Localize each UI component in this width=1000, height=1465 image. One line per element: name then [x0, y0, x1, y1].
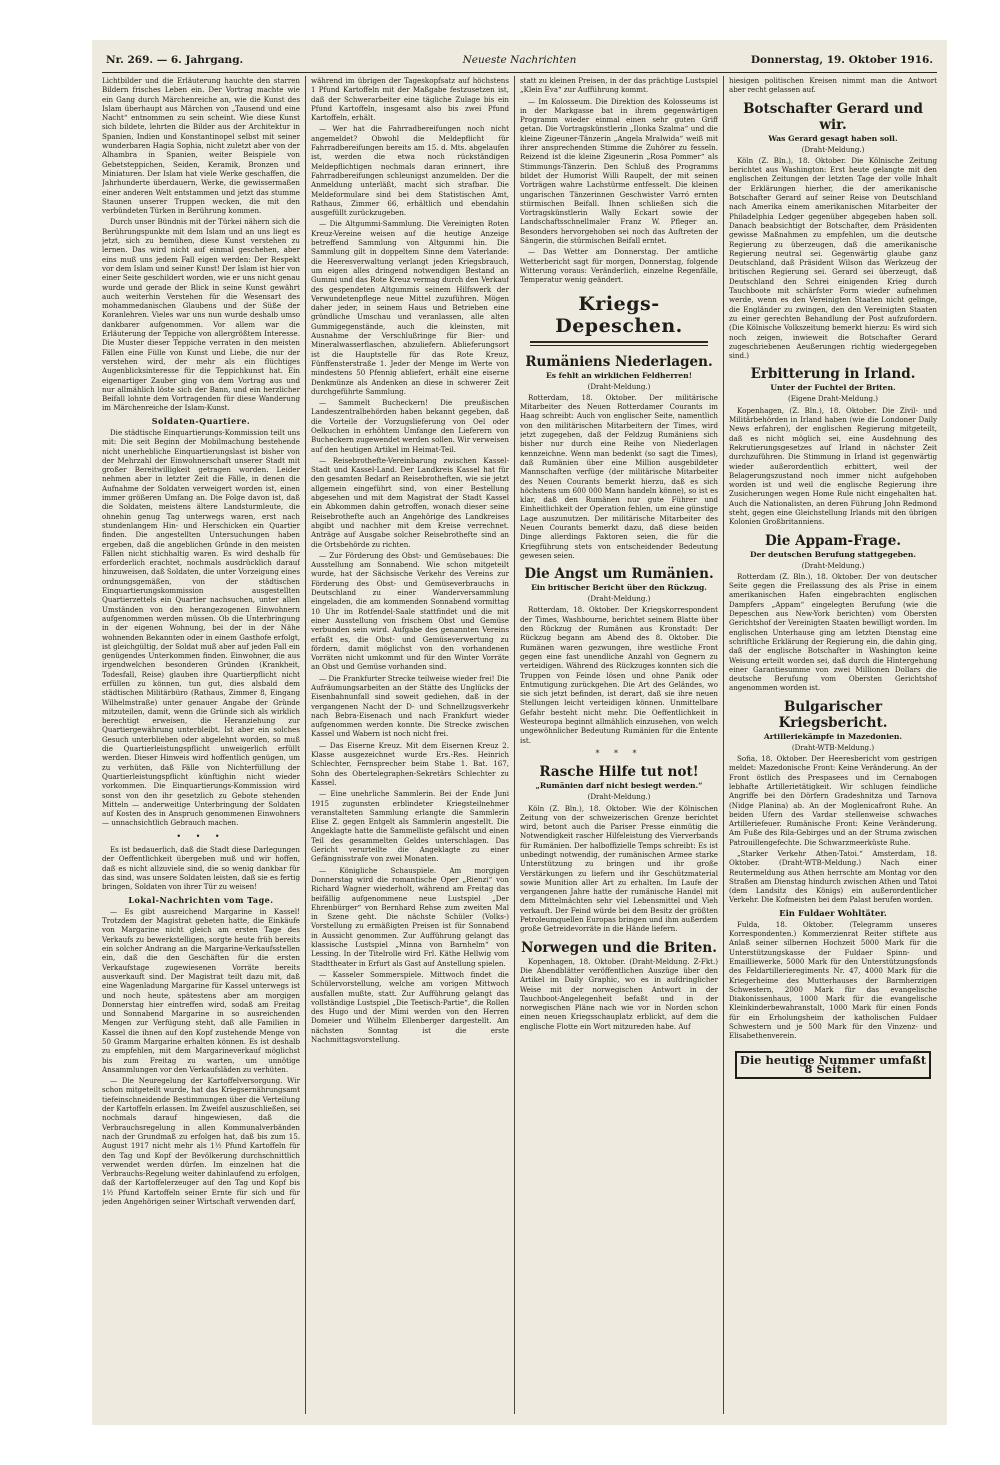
separator-stars: * * *	[595, 748, 643, 758]
article-subheadline: Der deutschen Berufung stattgegeben.	[750, 549, 916, 559]
paragraph: — Zur Förderung des Obst- und Gemüsebaues: Die Ausstellung am Sonnabend. Wie schon mitgeteilt wurde, hat der Sächsische Verkehr des Vereins zur Förderung des Obst- und Gemüseverbrauchs in Deutschland zu einer Wanderversammlung eingeladen, die am kommenden Sonnabend vormittag 10 Uhr im Rotfendel-Saale stattfindet und die mit einer Ausstellung von frischem Obst und Gemüse verbunden sein wird. Aufgabe des genannten Vereins erfaßt es, die Obst- und Gemüseverwertung zu fördern, damit möglichst von den vorhandenen Vorräten nicht umkommt und für den Winter Vorräte an Obst und Gemüse vorhanden sind.	[311, 550, 509, 672]
paragraph: hiesigen politischen Kreisen nimmt man die Antwort aber recht gelassen auf.	[729, 76, 937, 95]
section-title-war-dispatches: Kriegs-Depeschen.	[555, 292, 683, 337]
paragraph: Rotterdam (Z. Bln.), 18. Oktober. Der von deutscher Seite gegen die Freilassung des als Prise in einem amerikanischen Hafen eingebrachten englischen Dampfers „Appam“ eingelegten Berufung (wie die Depeschen aus New-York berichten) vom Obersten Gerichtshof der Vereinigten Staaten bewilligt worden. Im englischen Unterhause ging am letzten Dienstag eine schriftliche Erklärung der Regierung ein, die dahin ging, daß der englische Botschafter in Washington keine Weisung erteilt worden sei, daß durch die Hintergehung einer Garantiesumme von zwei Millionen Dollars die deutsche Berufung vom Obersten Gerichtshof angenommen worden ist.	[729, 571, 937, 693]
column-4	[729, 76, 937, 1416]
paragraph: — Die Neuregelung der Kartoffelversorgung. Wir schon mitgeteilt wurde, hat das Kriegsernährungsamt tiefeinschneidende Bestimmungen über die Verteilung der Kartoffeln erlassen. Im Zweifel auszuschließen, sei nochmals darauf hingewiesen, daß die Verbrauchsregelung in allen Kommunalverbänden nach der Grundmaß zu erfolgen hat, daß bis zum 15. August 1917 nicht mehr als 1½ Pfund Kartoffeln für den Tag und Kopf der Bevölkerung durchschnittlich verwendet werden dürfen. Im einzelnen hat die Verbrauchs-Regelung weiter dahinlaufend zu erfolgen, daß der Kartoffelerzeuger auf den Tag und Kopf bis 1½ Pfund Kartoffeln seiner Ernte für sich und für jeden Angehörigen seiner Wirtschaft verwenden darf,	[102, 1076, 300, 1207]
paragraph: „Starker Verkehr Athen-Tatoi.“ Amsterdam, 18. Oktober. (Draht-WTB-Meldung.) Nach einer Reutermeldung aus Athen herrschte am Montag vor den Straßen am Dienstag hindurch zwischen Athen und Tatoi (dem Landsitz des Königs) ein außerordentlicher Verkehr. Die Kofmeisten bei dem Palast berufen worden.	[729, 849, 937, 905]
article-headline: Norwegen und die Briten.	[521, 939, 717, 956]
paragraph: während im übrigen der Tageskopfsatz auf höchstens 1 Pfund Kartoffeln mit der Maßgabe festzusetzen ist, daß der Schwerarbeiter eine tägliche Zulage bis ein Pfund Kartoffeln, insgesamt also bis zwei Pfund Kartoffeln, erhält.	[311, 76, 509, 123]
article-source: (Draht-Meldung.)	[587, 594, 651, 604]
article-subheadline: Ein britischer Bericht über den Rückzug.	[531, 583, 707, 593]
article-source: (Draht-Meldung.)	[801, 560, 865, 570]
column-3	[520, 76, 718, 1416]
paragraph: Köln (Z. Bln.), 18. Oktober. Die Kölnische Zeitung berichtet aus Washington: Erst heute gelangte mit den englischen Zeitungen der letzten Tage der volle Inhalt der Erklärungen hierher, die der amerikanische Botschafter Gerard auf seiner Reise von Deutschland nach Amerika einem amerikanischen Mitarbeiter der Philadelphia Ledger gegenüber abgegeben haben soll. Danach beabsichtigt der Botschafter, dem Präsidenten gewisse Maßnahmen zu empfehlen, um die deutsche Regierung zu überzeugen, daß die amerikanische Regierung neutral sei. Gegenwärtig glaube ganz Deutschland, daß Präsident Wilson das Werkzeug der britischen Regierung sei. Gerard sei überzeugt, daß Deutschland den Schrei einigenden Krieg durch Tauchboote mit schärfster Form wieder aufnehmen werde, wenn es den Vereinigten Staaten nicht gelinge, die Engländer zu zwingen, den den Vereinigten Staaten zu einer gerechten Behandlung der Post aufzufordern. (Die Kölnische Volkszeitung bemerkt hierzu: Es wird sich noch zeigen, inwieweit die Botschafter Gerard zugeschriebenen Aeußerungen richtig wiedergegeben sind.)	[729, 155, 937, 361]
issue-number: Nr. 269. — 6. Jahrgang.	[106, 54, 244, 66]
article-source: (Draht-Meldung.)	[587, 792, 651, 802]
article-subheadline: „Rumänien darf nicht besiegt werden.“	[535, 781, 703, 791]
article-subheadline: Artilleriekämpfe in Mazedonien.	[763, 731, 903, 741]
article-headline: Bulgarischer Kriegsbericht.	[778, 698, 888, 731]
column-2	[311, 76, 509, 1416]
paper-name: Neueste Nachrichten	[462, 54, 577, 66]
paragraph: statt zu kleinen Preisen, in der das prächtige Lustspiel „Klein Eva“ zur Aufführung kommt.	[520, 76, 718, 95]
paragraph: — Das Wetter am Donnerstag. Der amtliche Wetterbericht sagt für morgen, Donnerstag, folgende Witterung voraus: Veränderlich, einzelne Regenfälle, Temperatur wenig geändert.	[520, 247, 718, 285]
article-headline: Erbitterung in Irland.	[750, 366, 916, 383]
article-subheadline: Es fehlt an wirklichen Feldherren!	[545, 370, 693, 380]
paragraph: Es ist bedauerlich, daß die Stadt diese Darlegungen der Oeffentlichkeit übergeben muß und wir hoffen, daß es nicht allzuviele sind, die so wenig dankbar für das sind, was unsere Soldaten leisten, daß sie es fertig bringen, Soldaten von ihrer Tür zu weisen!	[102, 845, 300, 892]
paragraph: — Es gibt ausreichend Margarine in Kassel! Trotzdem der Magistrat gebeten hatte, die Einkäufe von Margarine nicht gleich am ersten Tage des Verkaufs zu bewerkstelligen, sorgte heute früh bereits ein solcher Andrang an die Margarine-Verkaufsstellen ein, daß die den Geschäften für die ersten Verkaufstage zugewiesenen Vorräte bereits ausverkauft sind. Der Magistrat teilt dazu mit, daß eine Wagenladung Margarine für Kassel unterwegs ist und noch heute, spätestens aber am morgigen Donnerstag hier eintreffen wird, sodaß am Freitag und Sonnabend Margarine in so ausreichenden Mengen zur Verfügung steht, daß alle Familien in Kassel die ihnen auf den Kopf zustehende Menge von 50 Gramm Margarine erhalten können. Es ist deshalb zu empfehlen, mit dem Margarineverkauf möglichst bis zum Freitag zu warten, um unnötige Ansammlungen vor den Verkaufsläden zu verhüten.	[102, 906, 300, 1074]
paragraph: Rotterdam, 18. Oktober. Der militärische Mitarbeiter des Neuen Rotterdamer Courants im Haag schreibt: Auch von englischer Seite, namentlich von den militärischen Mitarbeitern der Times, wird jetzt zugegeben, daß der Feldzug Rumäniens sich bisher nur durch eine Reihe von Niederlagen kennzeichne. Wenn man bedenkt (so sagt die Times), daß Rumänien über eine Million ausgebildeter Mannschaften verfüge (der militärische Mitarbeiter des Neuen Courants bemerkt hierzu, daß es sich höchstens um 600 000 Mann handeln könne), so ist es klar, daß den Rumänen nur gute Führer und Einheitlichkeit der Operation fehlen, um eine günstige Lage auszunutzen. Der militärische Mitarbeiter des Neuen Courants bemerkt dazu, daß diese beiden Dinge allerdings Faktoren seien, die für die Kriegführung stets von entscheidender Bedeutung gewesen seien.	[520, 392, 718, 560]
masthead	[102, 50, 937, 73]
column-rule	[514, 76, 515, 1414]
paragraph: — Reisebrothefte-Vereinbarung zwischen Kassel-Stadt und Kassel-Land. Der Landkreis Kassel hat für den gesamten Bedarf an Reisebrotheften, wie sie jetzt allgemein eingeführt sind, von einer Bestellung abgesehen und mit dem Magistrat der Stadt Kassel ein Abkommen dahin getroffen, wonach dieser seine Reisebrothefte auch an Angehörige des Landkreises abgibt und nachher mit dem Kreise verrechnet. Anträge auf Ausgabe solcher Reisebrothefte sind an die Ortsbehörde zu richten.	[311, 455, 509, 549]
article-headline: Ein Fuldaer Wohltäter.	[779, 908, 887, 919]
paragraph: Lichtbilder und die Erläuterung hauchte den starren Bildern frisches Leben ein. Der Vortrag machte wie ein Gang durch Märchenreiche an, wie die Kunst des Islam überhaupt aus Märchen von „Tausend und eine Nacht“ entnommen zu sein scheint. Wie diese Kunst sich bildete, lehrten die Bilder aus der Architektur in Spanien, Indien und Konstantinopel selbst mit seiner wunderbaren Hagia Sophia, nicht zuletzt aber von der Alhambra in Spanien, weiter Beispiele von Gebetsteppichen, Seiden, Keramik, Bronzen und Miniaturen. Der Islam hat viele Werke geschaffen, die Jahrhunderte überdauern, Werke, die gewissermaßen einer anderen Welt entstammen und jetzt das stumme Staunen unserer Truppen wecken, die mit den verbündeten Türken in Berührung kommen.	[102, 76, 300, 216]
article-source: (Draht-WTB-Meldung.)	[791, 742, 875, 752]
paragraph: — Wer hat die Fahrradbereifungen noch nicht angemeldet? Obwohl die Meldepflicht für Fahrradbereifungen bereits am 15. d. Mts. abgelaufen ist, werden die etwa noch rückständigen Meldepflichtigen nochmals daran erinnert, ihre Fahrradbereifungen schleunigst anzumelden. Der die Anmeldung unterläßt, macht sich strafbar. Die Meldeformulare sind bei dem Statistischen Amt, Rathaus, Zimmer 66, erhältlich und ebendahin ausgefüllt zurückzugeben.	[311, 124, 509, 218]
article-headline: Botschafter Gerard und wir.	[743, 100, 923, 133]
paragraph: Fulda, 18. Oktober. (Telegramm unseres Korrespondenten.) Kommerzienrat Reiter stiftete aus Anlaß seiner silbernen Hochzeit 5000 Mark für die Unterstützungskasse der Fuldaer Spinn- und Emailliewerke, 5000 Mark für den Unterstützungsfonds des Feldartillerieregiments Nr. 47, 4000 Mark für die Kriegerheime des Mutterhauses der Barmherzigen Schwestern, 2000 Mark für das evangelische Diakonissenhaus, 1000 Mark für die evangelische Kleinkinderbewahranstalt, 1000 Mark für einen Fonds für ein Erholungsheim der katholischen Fuldaer Schwestern und je 500 Mark für den Vinzenz- und Elisabethenverein.	[729, 919, 937, 1041]
paragraph: Sofia, 18. Oktober. Der Heeresbericht vom gestrigen meldet: Mazedonische Front: Keine Veränderung. An der Front östlich des Prespasees und im Cernabogen lebhafte Artillerietätigkeit. Wir schlugen feindliche Angriffe bei den Dörfern Gradeshnitza und Tarnova (Nidge Planina) ab. An der Moglenicafront Ruhe. An beiden Ufern des Vardar stellenweise schwaches Artilleriefeuer. Rumänische Front: Keine Veränderung. Am Fuße des Rila-Gebirges und an der Struma zwischen Patrouillengefechte. Die Schwarzmeerküste Ruhe.	[729, 754, 937, 847]
article-headline: Rasche Hilfe tut not!	[539, 764, 699, 781]
paragraph: — Im Kolosseum. Die Direktion des Kolosseums ist in der Markgasse bat in ihrem gegenwärtigen Programm wieder einmal einen sehr guten Griff getan. Die Vortragskünstlerin „Ilonka Szalma“ und die kleine Zigeuner-Tänzerin „Angela Mralwida“ weiß mit ihrer ansprechenden Stimme die Zuhörer zu fesseln. Reizend ist die kleine Zigeunerin „Rosa Pommer“ als Stimmungs-Tänzerin. Den Schluß des Programms bildet der Humorist Willi Raupelt, der mit seinen Vorträgen wahre Lachstürme entfesselt. Die kleinen ungarischen Tänzerinnen Geschwister Varró ernten stürmischen Beifall. Ihnen schließen sich die Vortragskünstlerin Wally Eckart sowie der Landschaftsschnellmaler Franz W. Pfleger an. Besonders hervorgehoben sei noch das Auftreten der Sängerin, die stürmischen Beifall erntet.	[520, 96, 718, 246]
article-source: (Draht-Meldung.)	[801, 144, 865, 154]
section-heading: Lokal-Nachrichten vom Tage.	[128, 894, 274, 905]
paragraph: — Eine unehrliche Sammlerin. Bei der Ende Juni 1915 zugunsten erblindeter Kriegsteilnehmer veranstalteten Sammlung erlangte die Sammlerin Elise Z. gegen Entgelt als Sammlerin angestellt. Die Angeklagte hatte die Sammelliste gefälscht und einen Teil des gesammelten Geldes unterschlagen. Das Gericht verurteilte die Angeklagte zu einer Gefängnisstrafe von zwei Monaten.	[311, 789, 509, 864]
separator-stars: • • •	[176, 831, 226, 841]
paragraph: Die städtische Einquartierungs-Kommission teilt uns mit: Die seit Beginn der Mobilmachung bestehende nicht unerhebliche Einquartierungslast ist bisher von der Mehrzahl der Einwohnerschaft unserer Stadt mit großer Bereitwilligkeit getragen worden. Leider nehmen aber in letzter Zeit die Fälle, in denen die Aufnahme der Soldaten verweigert worden ist, einen immer größeren Umfang an. Die Folge davon ist, daß die Soldaten, meistens ältere Landsturmleute, die ohnehin genug Tag unterwegs waren, erst nach stundenlangem Hin- und Herschicken ein Quartier finden. Die angestellten Untersuchungen haben ergeben, daß die angeblichen Gründe in den meisten Fällen nicht stichhaltig waren. Es wird deshalb für erforderlich erachtet, nochmals ausdrücklich darauf hinzuweisen, daß Soldaten, die unter Vorzeigung eines ordnungsgemäßen, von der städtischen Einquartierungskommission ausgestellten Quartierzettels ein Quartier nachsuchen, unter allen Umständen von den herangezogenen Einwohnern aufgenommen werden müssen. Ob die Unterbringung in der eigenen Wohnung, bei der in der Nähe wohnenden Bekannten oder in einem Gasthofe erfolgt, ist gleichgültig, der Soldat muß aber auf jeden Fall ein genügendes Unterkommen finden. Einwohner, die aus irgendwelchen besonderen Gründen (Krankheit, Todesfall, Reise) glauben ihre Quartierpflicht nicht erfüllen zu können, tun gut, dies alsbald dem städtischen Militärbüro (Rathaus, Zimmer 8, Eingang Wilhelmstraße) unter genauer Angabe der Gründe mitzuteilen, damit, wenn die Gründe sich als wirklich berechtigt erweisen, die Heranziehung zur Quartiergewährung unterbleibt. Ist aber ein solches Gesuch unterblieben oder abgelehnt worden, so muß die Quartierleistungspflicht unweigerlich erfüllt werden. Dieser Hinweis wird hoffentlich genügen, um zu verhüten, daß Fälle von Nichterfüllung der Quartierleistungspflicht künftighin nicht wieder vorkommen. Die Einquartierungs-Kommission wird sonst von den ihr gesetzlich zu Gebote stehenden Mitteln — anderweitige Unterbringung der Soldaten auf Kosten des in Anspruch genommenen Einwohners — unnachsichtlich Gebrauch machen.	[102, 427, 300, 828]
article-source: (Draht-Meldung.)	[587, 381, 651, 391]
column-rule	[723, 76, 724, 1414]
article-headline: Die Appam-Frage.	[764, 532, 902, 549]
paragraph: — Königliche Schauspiele. Am morgigen Donnerstag wird die romantische Oper „Rienzi“ von Richard Wagner wiederholt, während am Freitag das beifällig aufgenommene neue Lustspiel „Der Ehrenbürger“ von Bernhard Rehse zum zweiten Mal in Szene geht. Die nächste Schüler (Volks-) Vorstellung zu ermäßigten Preisen ist für Sonnabend in Aussicht genommen. Zur Aufführung gelangt das klassische Lustspiel „Minna von Barnhelm“ von Lessing. In der Titelrolle wird Frl. Käthe Hellwig vom Stadttheater in Erfurt als Gast auf Anstellung spielen.	[311, 865, 509, 968]
paragraph: Kopenhagen, 18. Oktober. (Draht-Meldung. Z-Fkt.) Die Abendblätter veröffentlichen Auszüge über den Artikel im Daily Graphic, wo es in aufdringlicher Weise mit der norwegischen Antwort in der Tauchboot-Angelegenheit befaßt und in der norwegischen Pläne nach wie vor in Norden schon einen neuen Kriegsschauplatz erblickt, auf dem die englische Flotte ein Wort mitzureden habe. Auf	[520, 956, 718, 1031]
paragraph: Rotterdam, 18. Oktober. Der Kriegskorrespondent der Times, Washbourne, berichtet seinem Blatte über den Rückzug der Rumänen aus Kronstadt: Der Rückzug begann am Abend des 8. Oktober. Die Rumänen waren gezwungen, ihre westliche Front gegen eine fast unendliche Anzahl von Gegnern zu verteidigen. Während des Rückzuges konnten sich die Truppen von Feinde lösen und ohne Panik oder Entmutigung zurückgehen. Die Art des Geländes, wo sie sich jetzt befinden, ist derart, daß sie ihre neuen Stellungen leicht verteidigen können. Unmittelbare Gefahr besteht nicht mehr. Die Oeffentlichkeit in Westeuropa beginnt allmählich einzusehen, von welch ungewöhnlicher Bedeutung Rumänien für die Entente ist.	[520, 605, 718, 745]
column-fade	[311, 1376, 509, 1416]
column-1	[102, 76, 300, 1416]
paragraph: — Das Eiserne Kreuz. Mit dem Eisernen Kreuz 2. Klasse ausgezeichnet wurde Ers.-Res. Heinrich Schlechter, Fernsprecher beim Stabe 1. Bat. 167, Sohn des Obertelegraphen-Sekretärs Schlechter zu Kassel.	[311, 740, 509, 787]
article-subheadline: Unter der Fuchtel der Briten.	[770, 383, 896, 393]
double-rule	[530, 341, 708, 346]
article-headline: Die Angst um Rumänien.	[524, 566, 714, 583]
article-source: (Eigene Draht-Meldung.)	[787, 394, 879, 404]
paragraph: — Die Altgummi-Sammlung. Die Vereinigten Roten Kreuz-Vereine weisen auf die heutige Anzeige betreffend Sammlung von Altgummi hin. Die Sammlung gilt in doppeltem Sinne dem Vaterlande: die Heeresverwaltung verlangt jeden Kriegsbrauch, um eigen alles dringend notwendigen Bestand an Gummi und das Rote Kreuz vermag durch den Verkauf des gespendeten Altgummis seinem Hilfswerk der Verwundetenpflege neue Mittel zuzuführen. Mögen daher jeder, in seinem Haus und Betrieben eine gründliche Umschau und veranlassen, alle alten Gummigegenstände, auch die kleinsten, mit Ausnahme der Verschlußringe für Bier- und Mineralwasserflaschen, abzuliefern. Ablieferungsort ist die Hauptstelle für das Rote Kreuz, Fünffensterstraße 1. Jeder der Menge im Werte von mindestens 50 Pfennig abliefert, erhält eine eiserne Denkmünze als Andenken an diese in schwerer Zeit durchgeführte Sammlung.	[311, 219, 509, 396]
column-fade	[102, 1376, 300, 1416]
paragraph: — Sammelt Bucheckern! Die preußischen Landeszentralbehörden haben bekannt gegeben, daß die Vorteile der Vorzugslieferung von Oel oder Oelkuchen in erhöhtem Umfange den Lieferern von Bucheckern zugewendet werden sollen. Wir verweisen auf den heutigen Artikel im Heimat-Teil.	[311, 398, 509, 454]
issue-date: Donnerstag, 19. Oktober 1916.	[750, 54, 933, 66]
page-count-notice: Die heutige Nummer umfaßt 8 Seiten.	[735, 1051, 931, 1080]
paragraph: — Kasseler Sommerspiele. Mittwoch findet die Schülervorstellung, welche am vorigen Mittwoch ausfallen mußte, statt. Zur Aufführung gelangt das vollständige Lustspiel „Die Teetisch-Partie“, die Rollen des Hugo und der Mimi werden von den Herren Domeier und Wilhelm Ellenberger dargestellt. Am nächsten Sonntag ist die erste Nachmittagsvorstellung.	[311, 969, 509, 1044]
column-fade	[520, 1376, 718, 1416]
paragraph: Köln (Z. Bln.), 18. Oktober. Wie der Kölnischen Zeitung von der schweizerischen Grenze berichtet wird, betont auch die Pariser Presse einmütig die Notwendigkeit rascher Hilfeleistung des Vierverbands für Rumänien. Der halboffizielle Temps schreibt: Es ist unbedingt notwendig, der rumänischen Armee starke Unterstützung zu bringen und ihr große Verstärkungen zu liefern und ihr Geschützmaterial sowie Munition aller Art zu erhalten. Im Laufe der vergangenen Jahre hatte der rumänische Handel mit dem Mittelmächten sehr viel Lebensmittel und Vieh verkauft. Der Feind würde bei dem Besitz der größten Petroleumquellen Europas bringen und ihm außerdem große Getreidevorräte in die Hände liefern.	[520, 803, 718, 934]
column-rule	[305, 76, 306, 1414]
section-heading: Soldaten-Quartiere.	[151, 415, 251, 426]
paragraph: Kopenhagen, (Z. Bln.), 18. Oktober. Die Zivil- und Militärbehörden in Irland haben (wie die Londoner Daily News erfahren), der englischen Regierung mitgeteilt, daß es nicht möglich sei, eine Ausdehnung des Rekrutierungsgesetzes auf Irland in nächster Zeit durchzuführen. Die Stimmung in Irland ist gegenwärtig wieder außerordentlich erbittert, weil der Belagerungszustand noch immer nicht aufgehoben worden ist und weil die englische Regierung ihre Zusicherungen wegen Home Rule nicht eingehalten hat. Auch die Nationalisten, an deren Führung John Redmond steht, gegen eine Gleichstellung Irlands mit den übrigen Kolonien Großbritanniens.	[729, 405, 937, 527]
paragraph: — Die Frankfurter Strecke teilweise wieder frei! Die Aufräumungsarbeiten an der Stätte des Unglücks der Eisenbahnunfall sind soweit gediehen, daß in der vergangenen Nacht der D- und Schnellzugsverkehr nach Bebra-Eisenach und nach Frankfurt wieder aufgenommen werden konnte. Die Strecke zwischen Kassel und Wabern ist noch nicht frei.	[311, 673, 509, 739]
paragraph: Durch unser Bündnis mit der Türkei nähern sich die Berührungspunkte mit dem Islam und an uns liegt es jetzt, sich zu bemühen, diese Kunst verstehen zu lernen. Das wird nicht auf einmal geschehen, aber eins muß uns jedem Fall eigen werden: Der Respekt vor dem Islam und seiner Kunst! Der Islam ist hier von einer Seite geschildert worden, wie er uns nicht genau wurde und gerade der Blick in seine Kunst gewährt auch weiterhin Verstehen für die Wesensart des mohammedanischen Glaubens und der Süße der Koranlehren. Vieles war uns nun wurde deshalb umso dankbarer aufgenommen. Vor allem war die Erläuterung der Teppiche von allergrößtem Interesse. Die Muster dieser Teppiche verraten in den meisten Fällen eine Fülle von Kunst und Liebe, die nur der verstehen wird, der mehr als ein flüchtiges Augenblicksinteresse für die Teppichkunst hat. Ein eigenartiger Zauber ging von dem Vortrag aus und nur allmählich löste sich der Bann, und ein herzlicher Beifall lohnte dem Vortragenden für diese Wanderung im Märchenreiche der Islam-Kunst.	[102, 217, 300, 413]
newspaper-page	[92, 40, 947, 1425]
article-subheadline: Was Gerard gesagt haben soll.	[768, 133, 898, 143]
article-headline: Rumäniens Niederlagen.	[525, 353, 713, 370]
